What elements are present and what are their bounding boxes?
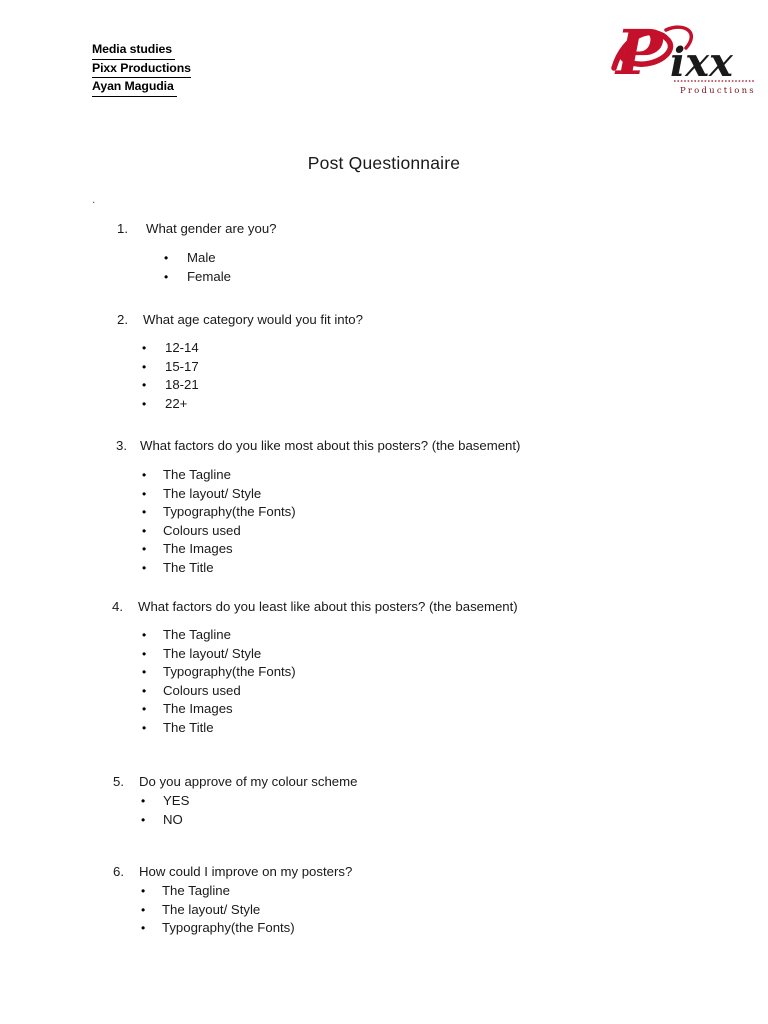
header-line-course-text: Media studies — [92, 41, 175, 60]
option-item[interactable]: • Male — [164, 250, 216, 265]
option-item[interactable]: • NO — [141, 811, 183, 827]
option-item[interactable]: • 18-21 — [142, 377, 199, 393]
logo-letters-ixx: ixx — [670, 39, 733, 86]
pixx-productions-logo — [608, 18, 760, 96]
header-line-author — [92, 78, 191, 97]
option-list-1 — [0, 249, 768, 286]
question-heading-5 — [0, 774, 768, 790]
option-list-2 — [0, 339, 768, 413]
question-block-4 — [0, 599, 768, 738]
header-line-course — [92, 41, 191, 60]
option-item[interactable]: • Typography(the Fonts) — [141, 920, 295, 936]
stray-period-mark: . — [92, 192, 96, 206]
option-item[interactable]: • The Tagline — [142, 467, 231, 482]
question-text-4: What factors do you least like about this posters? (the basement) — [138, 599, 518, 614]
option-label: The Tagline — [163, 627, 231, 642]
option-item[interactable]: • Typography(the Fonts) — [142, 504, 296, 520]
option-label: Typography(the Fonts) — [163, 664, 296, 680]
option-item[interactable]: • The Title — [142, 559, 214, 575]
option-list-6 — [0, 882, 768, 938]
option-item[interactable]: • The Tagline — [142, 627, 231, 642]
question-text-3: What factors do you like most about this posters? (the basement) — [140, 438, 521, 453]
option-label: Female — [187, 268, 231, 284]
option-label: The Title — [163, 559, 214, 575]
option-label: 15-17 — [165, 358, 199, 374]
option-label: The layout/ Style — [163, 485, 262, 501]
question-number-4: 4. — [112, 599, 123, 614]
question-text-6: How could I improve on my posters? — [139, 864, 353, 879]
question-heading-3 — [0, 438, 768, 454]
question-block-5 — [0, 774, 768, 829]
option-label: The Title — [163, 719, 214, 735]
option-item[interactable]: • The layout/ Style — [141, 901, 261, 917]
option-item[interactable]: • Colours used — [142, 522, 241, 538]
option-item[interactable]: • 15-17 — [142, 358, 199, 374]
logo-subtitle: Productions — [680, 86, 756, 96]
option-item[interactable]: • The Images — [142, 701, 233, 717]
question-number-1: 1. — [117, 221, 128, 236]
option-label: Colours used — [163, 522, 241, 538]
option-label: The layout/ Style — [163, 645, 262, 661]
option-list-4 — [0, 626, 768, 738]
question-number-5: 5. — [113, 774, 124, 789]
logo-artwork — [608, 18, 760, 96]
option-item[interactable]: • The layout/ Style — [142, 485, 262, 501]
option-label: YES — [163, 793, 190, 808]
option-label: The layout/ Style — [162, 901, 261, 917]
logo-letter-p: P — [616, 18, 663, 89]
question-heading-4 — [0, 599, 768, 615]
option-label: Typography(the Fonts) — [162, 920, 295, 936]
option-label: 22+ — [165, 395, 188, 411]
option-label: NO — [163, 811, 183, 827]
question-text-2: What age category would you fit into? — [143, 312, 363, 327]
option-item[interactable]: • The Tagline — [141, 883, 230, 898]
option-list-3 — [0, 466, 768, 578]
option-item[interactable]: • Female — [164, 268, 231, 284]
option-label: The Tagline — [163, 467, 231, 482]
option-label: 12-14 — [165, 340, 199, 355]
option-item[interactable]: • YES — [141, 793, 190, 808]
option-item[interactable]: • The Title — [142, 719, 214, 735]
question-number-3: 3. — [116, 438, 127, 453]
option-item[interactable]: • The layout/ Style — [142, 645, 262, 661]
question-text-1: What gender are you? — [146, 221, 277, 236]
question-text-5: Do you approve of my colour scheme — [139, 774, 358, 789]
question-number-2: 2. — [117, 312, 128, 327]
header-line-author-text: Ayan Magudia — [92, 78, 177, 97]
option-item[interactable]: • 12-14 — [142, 340, 199, 355]
page-title: Post Questionnaire — [307, 153, 461, 173]
question-heading-1 — [0, 221, 768, 237]
option-item[interactable]: • Typography(the Fonts) — [142, 664, 296, 680]
header-line-company — [92, 60, 191, 79]
option-item[interactable]: • Colours used — [142, 682, 241, 698]
option-label: The Tagline — [162, 883, 230, 898]
question-number-6: 6. — [113, 864, 124, 879]
option-label: The Images — [163, 701, 233, 717]
document-header — [92, 41, 191, 97]
question-block-6 — [0, 864, 768, 938]
option-list-5 — [0, 792, 768, 829]
question-block-3 — [0, 438, 768, 578]
option-label: The Images — [163, 541, 233, 557]
question-block-1 — [0, 221, 768, 286]
question-heading-2 — [0, 312, 768, 328]
question-block-2 — [0, 312, 768, 413]
option-label: Colours used — [163, 682, 241, 698]
header-line-company-text: Pixx Productions — [92, 60, 191, 79]
option-label: Male — [187, 250, 216, 265]
question-heading-6 — [0, 864, 768, 880]
option-label: 18-21 — [165, 377, 199, 393]
option-item[interactable]: • The Images — [142, 541, 233, 557]
option-item[interactable]: • 22+ — [142, 395, 188, 411]
option-label: Typography(the Fonts) — [163, 504, 296, 520]
